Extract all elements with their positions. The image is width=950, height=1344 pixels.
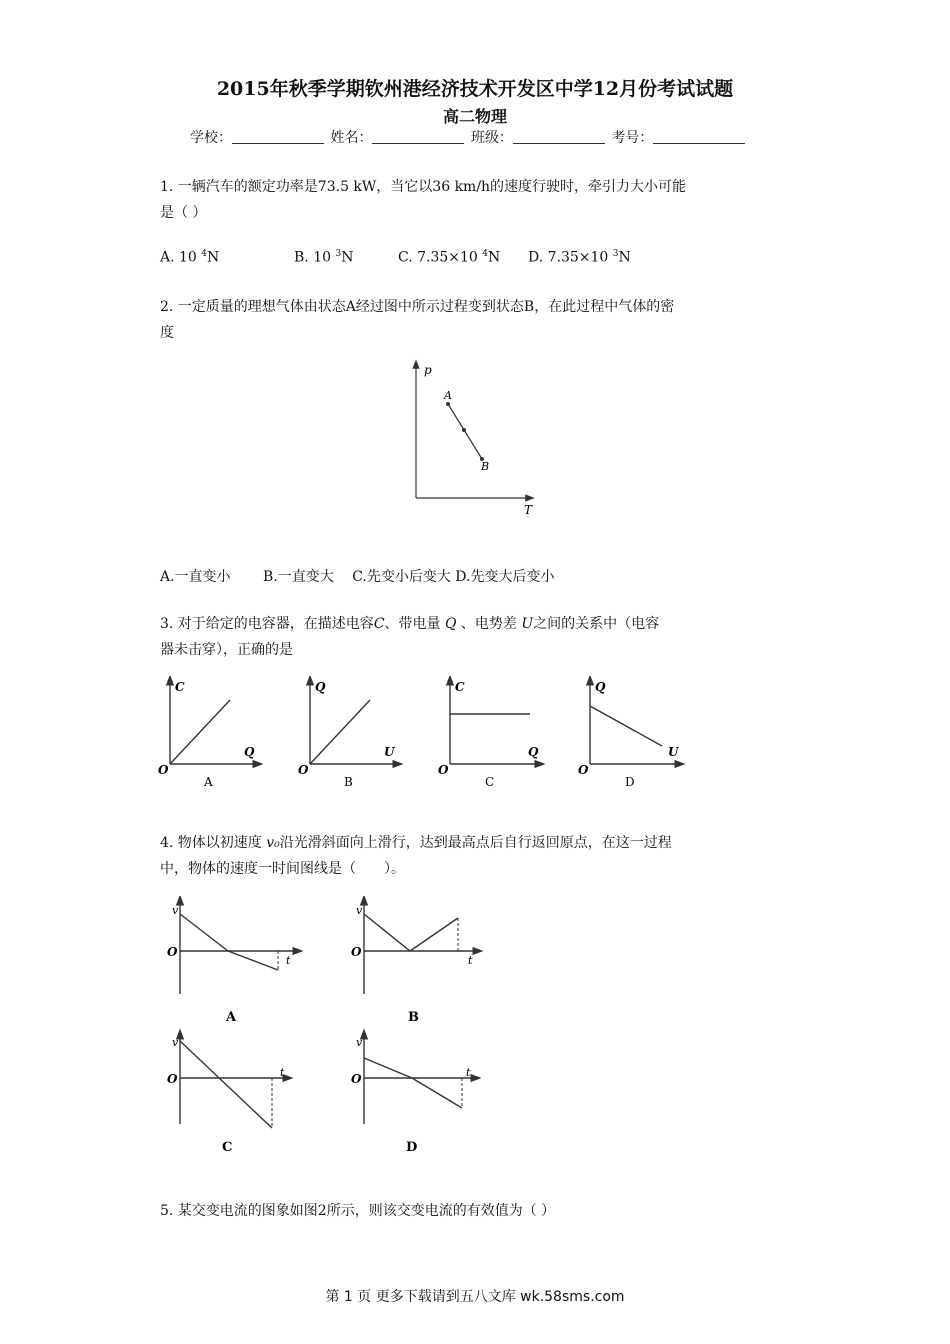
q2-x-label: T xyxy=(524,503,533,517)
q2-line1: 2. 一定质量的理想气体由状态A经过图中所示过程变到状态B，在此过程中气体的密 xyxy=(160,299,675,315)
q4-d-origin: O xyxy=(351,1072,362,1086)
q3-a-xlabel: Q xyxy=(244,745,255,759)
q3-b-origin: O xyxy=(298,763,309,777)
q1-a-label: A. 10 xyxy=(160,249,197,266)
q2-point-mid xyxy=(462,428,466,432)
q4-c-tlabel: t xyxy=(280,1066,285,1079)
q4-graph-b xyxy=(351,900,478,1025)
id-blank xyxy=(653,129,745,144)
page-title: 2015年秋季学期钦州港经济技术开发区中学12月份考试试题 xyxy=(216,78,734,100)
q3-b-line xyxy=(310,700,370,764)
q3-c-label: C xyxy=(485,775,495,789)
q4-b-origin: O xyxy=(351,945,362,959)
school-label: 学校： xyxy=(190,130,232,146)
q5-line1: 5. 某交变电流的图象如图2所示，则该交变电流的有效值为（ ） xyxy=(160,1203,556,1219)
q3-text-q: Q xyxy=(444,616,457,632)
q3-b-xlabel: U xyxy=(384,745,395,759)
q3-a-line xyxy=(170,700,230,764)
q1-option-a xyxy=(160,249,219,266)
q4-text-v0: v₀ xyxy=(266,835,280,851)
q4-graph-c xyxy=(167,1034,288,1155)
q3-a-ylabel: C xyxy=(175,680,185,694)
q1-line2: 是（ ） xyxy=(160,205,207,221)
q4-graphs xyxy=(160,896,500,1166)
q4-b-label: B xyxy=(408,1010,419,1025)
q2-options: A.一直变小 B.一直变大 C.先变小后变大 D.先变大后变小 xyxy=(160,569,555,585)
name-blank xyxy=(372,129,464,144)
q3-b-ylabel: Q xyxy=(315,680,326,694)
q3-text-mid: 、带电量 xyxy=(384,616,441,632)
class-blank xyxy=(513,129,605,144)
q3-graph-c xyxy=(438,680,540,789)
q1-c-exp: 4 xyxy=(482,249,489,259)
q3-text-prefix: 3. 对于给定的电容器，在描述电容 xyxy=(160,616,374,632)
q3-text-suffix: 之间的关系中（电容 xyxy=(533,616,660,632)
student-info-line xyxy=(190,127,747,147)
q3-graph-d xyxy=(578,680,680,789)
q2-a-label: A xyxy=(444,389,452,402)
q4-text-prefix: 4. 物体以初速度 xyxy=(160,835,262,851)
q3-graphs xyxy=(150,676,710,796)
q2-point-a xyxy=(446,402,450,406)
q4-a-vlabel: v xyxy=(172,904,179,917)
q4-graph-a xyxy=(167,900,298,1025)
q1-line1: 1. 一辆汽车的额定功率是73.5 kW，当它以36 km/h的速度行驶时，牵引力大小可能 xyxy=(160,179,687,195)
page-subtitle: 高二物理 xyxy=(442,107,507,126)
q4-graph-d xyxy=(351,1034,476,1155)
q4-c-vlabel: v xyxy=(172,1036,179,1049)
q1-b-unit: N xyxy=(341,249,354,266)
id-label: 考号： xyxy=(611,130,654,146)
q4-c-origin: O xyxy=(167,1072,178,1086)
q3-d-label: D xyxy=(625,775,635,789)
q4-b-tlabel: t xyxy=(468,954,473,967)
q3-d-line xyxy=(590,706,662,746)
q4-d-label: D xyxy=(406,1140,418,1155)
q3-text-c: C xyxy=(373,616,385,632)
q1-b-label: B. 10 xyxy=(294,249,332,266)
q2-y-label: p xyxy=(424,363,432,377)
q1-b-exp: 3 xyxy=(335,249,342,259)
q1-c-unit: N xyxy=(488,249,501,266)
q3-line2: 器未击穿），正确的是 xyxy=(160,642,293,658)
q3-d-xlabel: U xyxy=(668,745,679,759)
q4-line2: 中，物体的速度一时间图线是（ ）。 xyxy=(160,861,405,877)
q3-line1 xyxy=(160,613,659,633)
q3-graph-b xyxy=(298,680,398,789)
q4-d-vlabel: v xyxy=(356,1036,363,1049)
q3-b-label: B xyxy=(344,775,353,789)
q1-option-c xyxy=(398,249,500,266)
q4-line1 xyxy=(160,832,672,852)
q4-c-label: C xyxy=(222,1140,233,1155)
q3-c-xlabel: Q xyxy=(528,745,539,759)
q3-text-u: U xyxy=(521,616,534,632)
q2-line2: 度 xyxy=(160,325,174,341)
class-label: 班级： xyxy=(470,130,513,146)
q3-text-mid2: 、电势差 xyxy=(460,616,517,632)
q1-d-unit: N xyxy=(618,249,631,266)
q3-c-ylabel: C xyxy=(455,680,465,694)
page-footer: 第 1 页 更多下载请到五八文库 wk.58sms.com xyxy=(325,1289,625,1305)
school-blank xyxy=(232,129,324,144)
q3-d-ylabel: Q xyxy=(595,680,606,694)
q4-a-tlabel: t xyxy=(286,954,291,967)
q1-d-label: D. 7.35×10 xyxy=(528,249,609,266)
q4-text-suffix: 沿光滑斜面向上滑行，达到最高点后自行返回原点，在这一过程 xyxy=(279,835,672,851)
q4-a-origin: O xyxy=(167,945,178,959)
name-label: 姓名： xyxy=(330,130,373,146)
q3-c-origin: O xyxy=(438,763,449,777)
q4-b-vlabel: v xyxy=(356,904,363,917)
q2-pt-graph xyxy=(396,358,546,518)
q1-option-b xyxy=(294,249,353,266)
q1-a-unit: N xyxy=(207,249,220,266)
q1-option-d xyxy=(528,249,631,266)
q2-b-label: B xyxy=(481,460,490,473)
q3-d-origin: O xyxy=(578,763,589,777)
q3-a-origin: O xyxy=(158,763,169,777)
q4-a-label: A xyxy=(226,1010,237,1025)
q1-c-label: C. 7.35×10 xyxy=(398,249,478,266)
q3-a-label: A xyxy=(204,775,213,789)
q4-d-tlabel: t xyxy=(466,1066,471,1079)
q3-graph-a xyxy=(158,680,258,789)
q1-a-exp: 4 xyxy=(201,249,208,259)
q1-d-exp: 3 xyxy=(612,249,619,259)
